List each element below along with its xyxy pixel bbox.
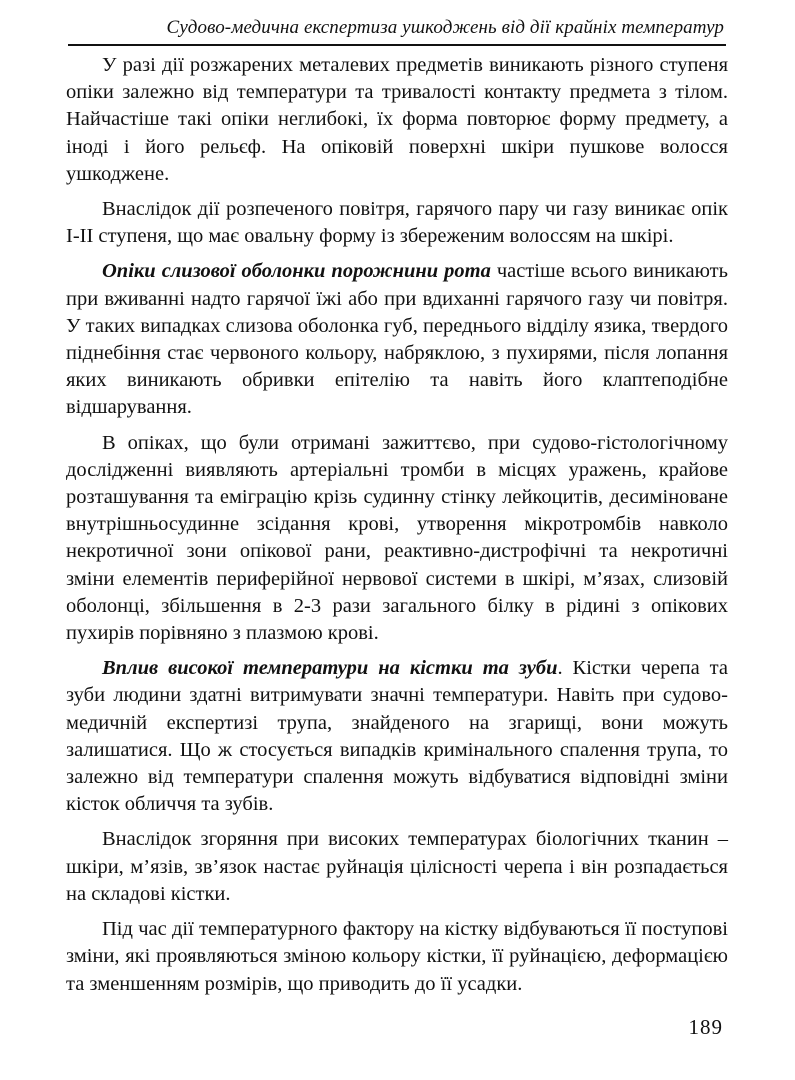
- paragraph-text: Внаслідок згоряння при високих температурах біологічних тканин – шкіри, м’язів, зв’язок настає руйнація цілісності черепа і він розпадається на складові кістки.: [66, 828, 728, 905]
- paragraph-text: В опіках, що були отримані зажиттєво, при судово-гістологічному дослідженні виявляють артеріальні тромби в місцях уражень, крайове розташування та еміграцію крізь судинну стінку лейкоцитів, десиміноване внутрішньосудинне зсідання крові, утворення мікротромбів навколо некротичної зони опікової рани, реактивно-дистрофічні та некротичні зміни елементів периферійної нервової системи в шкірі, м’язах, слизовій оболонці, збільшення в 2-3 рази загального білку в рідині з опікових пухирів порівняно з плазмою крові.: [66, 431, 728, 645]
- page-body: [66, 52, 728, 1006]
- paragraph-text: частіше всього виникають при вживанні надто гарячої їжі або при вдиханні гарячого газу чи повітря. У таких випадках слизова оболонка губ, переднього відділу язика, твердого піднебіння стає червоного кольору, набряклою, з пухирями, після лопання яких виникають обривки епітелію та навіть його клаптеподібне відшарування.: [66, 260, 728, 419]
- running-header-title: Судово-медична експертиза ушкоджень від дії крайніх температур: [166, 17, 724, 38]
- paragraph-text: Внаслідок дії розпеченого повітря, гарячого пару чи газу виникає опік І-ІІ ступеня, що має овальну форму із збереженим волоссям на шкірі.: [66, 198, 728, 248]
- paragraph-text: . Кістки черепа та зуби людини здатні витримувати значні температури. Навіть при судово-медичній експертизі трупа, знайденого на згарищі, вони можуть залишатися. Що ж стосується випадків кримінального спалення трупа, то залежно від температури спалення можуть відбуватися відповідні зміни кісток обличчя та зубів.: [66, 657, 728, 816]
- paragraph-bone-changes: [66, 916, 728, 998]
- paragraph-skull-destruction: [66, 826, 728, 908]
- paragraph-text: У разі дії розжарених металевих предметів виникають різного ступеня опіки залежно від температури та тривалості контакту предмета з тілом. Найчастіше такі опіки неглибокі, їх форма повторює форму предмету, а іноді і його рельєф. На опіковій поверхні шкіри пушкове волосся ушкоджене.: [66, 54, 728, 185]
- running-header: [68, 8, 726, 46]
- paragraph-lead: Опіки слизової оболонки порожнини рота: [102, 260, 491, 283]
- paragraph-histology: [66, 430, 728, 648]
- paragraph-metal-burns: [66, 52, 728, 188]
- paragraph-hot-air: [66, 196, 728, 250]
- paragraph-lead: Вплив високої температури на кістки та зуби: [102, 657, 558, 680]
- paragraph-bones-teeth: [66, 655, 728, 818]
- paragraph-oral-mucosa: [66, 258, 728, 421]
- page-number: 189: [688, 1015, 723, 1039]
- paragraph-text: Під час дії температурного фактору на кістку відбуваються її поступові зміни, які проявляються зміною кольору кістки, її руйнацією, деформацією та зменшенням розмірів, що приводить до її усадки.: [66, 918, 728, 995]
